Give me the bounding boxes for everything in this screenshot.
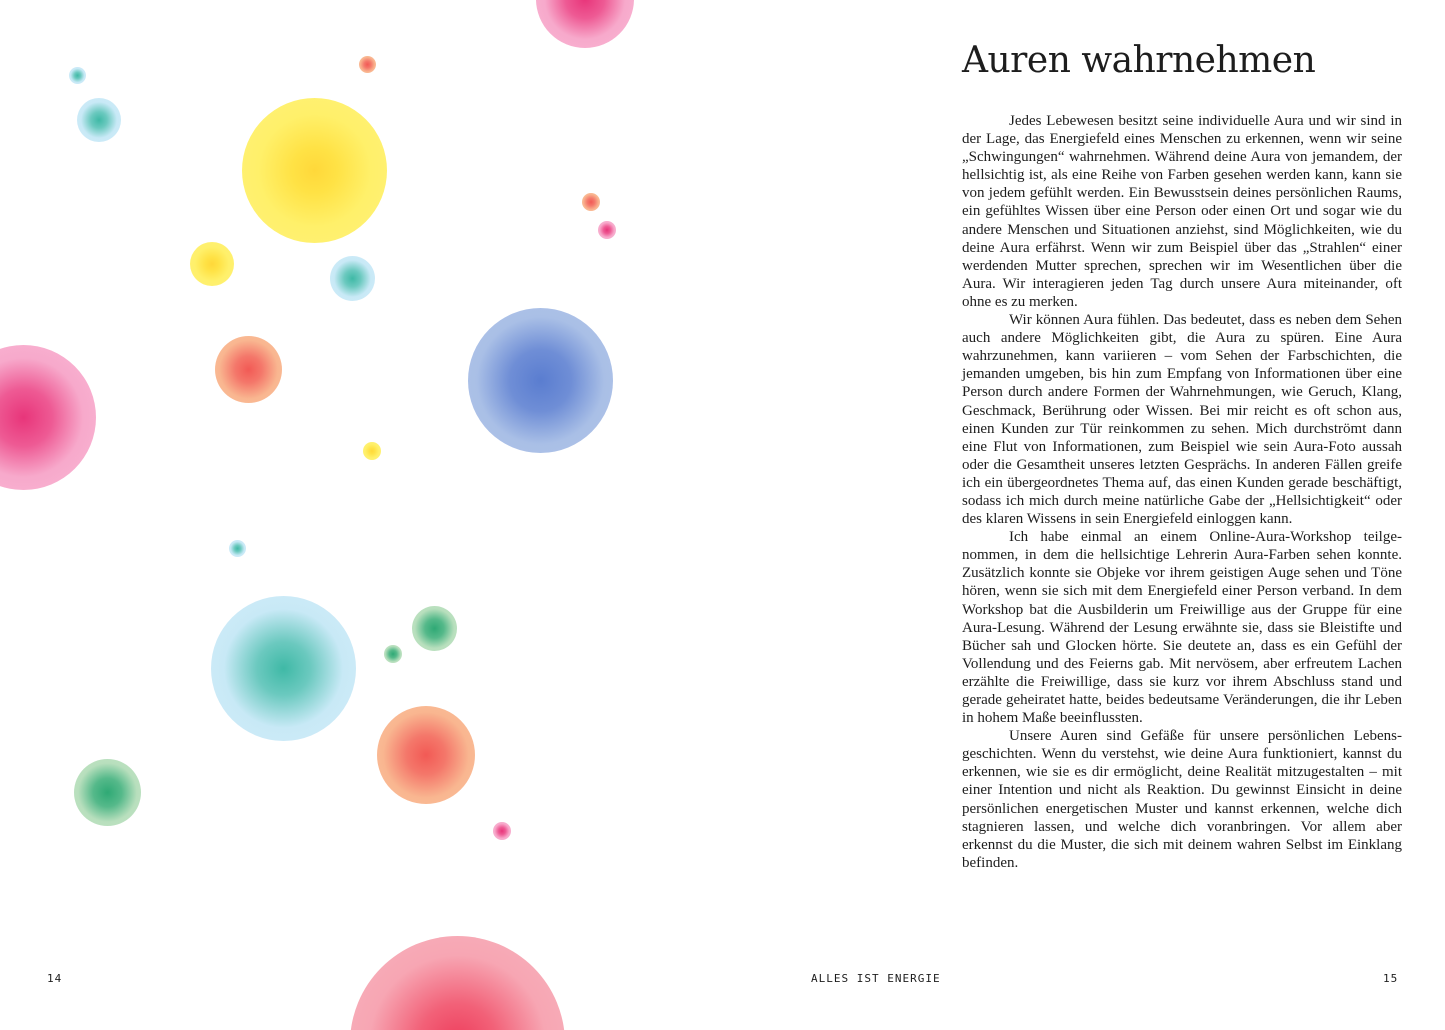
aura-orb bbox=[211, 596, 356, 741]
article-paragraph: Jedes Lebewesen besitzt seine individuelle Aura und wir sind in der Lage, das Energiefeld eines Menschen zu erkennen, wenn wir seine „Schwingungen“ wahrnehmen. Während deine Aura von jemandem, der hellsichtig ist, als eine Reihe von Farben gesehen werden kann, kann sie von jedem gefühlt werden. Ein Bewusstsein deines persönlichen Raums, ein gefühltes Wissen über eine Person oder einen Ort und sogar wie du andere Menschen und Situationen anziehst, sind Möglichkeiten, wie du deine Aura erfährst. Wenn wir zum Beispiel über das „Strahlen“ einer werdenden Mutter sprechen, sprechen wir im Wesentlichen über die Aura. Wir interagieren jeden Tag durch unsere Aura miteinander, oft ohne es zu merken. bbox=[962, 113, 1402, 310]
aura-orb bbox=[330, 256, 375, 301]
article bbox=[962, 36, 1402, 872]
page-number-right: 15 bbox=[1383, 972, 1399, 985]
aura-orb bbox=[384, 645, 402, 663]
aura-orb bbox=[582, 193, 600, 211]
aura-orb bbox=[74, 759, 141, 826]
aura-orb bbox=[377, 706, 475, 804]
article-paragraph: Unsere Auren sind Gefäße für unsere persönlichen Lebensgeschichten. Wenn du verstehst, wie deine Aura funktioniert, kannst du erkennen, wie sie es dir ermöglicht, deine Realität mitzugestalten – mit einer Intention und nicht als Reaktion. Du gewinnst Einsicht in deine persönlichen energetischen Muster und kannst erkennen, welche dich stagnieren lassen, und welche dich voranbringen. Vor allem aber erkennst du die Muster, die sich mit deinem wahren Selbst im Einklang befinden. bbox=[962, 728, 1402, 871]
article-body bbox=[962, 112, 1402, 872]
aura-orb bbox=[0, 345, 96, 490]
aura-orb bbox=[359, 56, 376, 73]
aura-orb bbox=[598, 221, 616, 239]
aura-orb bbox=[412, 606, 457, 651]
aura-orb bbox=[536, 0, 634, 48]
aura-orb bbox=[69, 67, 86, 84]
aura-orb bbox=[493, 822, 511, 840]
article-paragraph: Ich habe einmal an einem Online-Aura-Workshop teilgenommen, in dem die hellsichtige Lehrerin Aura-Farben sehen konnte. Zusätzlich konnte sie Objeke vor ihrem geistigen Auge sehen und Töne hören, wenn sie sich mit dem Energiefeld einer Person verband. In dem Workshop bat die Ausbilderin um Freiwillige aus der Gruppe für eine Aura-Lesung. Während der Lesung erwähnte sie, dass sie Bleistifte und Bücher sah und Glocken hörte. Sie deutete an, dass es ein Gefühl der Vollendung und des Feierns gab. Mit nervösem, aber erfreutem Lachen erzählte die Freiwillige, dass sie kurz vor ihrem Abschluss stand und gerade geheiratet hatte, beides bedeutsame Veränderungen, die ihr Leben in hohem Maße beeinflussten. bbox=[962, 529, 1402, 727]
article-title: Auren wahrnehmen bbox=[962, 40, 1316, 81]
aura-orb bbox=[363, 442, 381, 460]
page-number-left: 14 bbox=[47, 972, 63, 985]
aura-orb bbox=[350, 936, 565, 1030]
aura-orb bbox=[215, 336, 282, 403]
aura-orb bbox=[77, 98, 121, 142]
aura-orb bbox=[190, 242, 234, 286]
article-paragraph: Wir können Aura fühlen. Das bedeutet, dass es neben dem Sehen auch andere Möglichkeiten gibt, die Aura zu spüren. Eine Aura wahrzunehmen, kann variieren – vom Sehen der Farbschichten, die jemanden umgeben, bis hin zum Empfang von Informationen über eine Person durch andere Formen der Wahrnehmungen, wie Geruch, Klang, Geschmack, Berührung oder Wissen. Bei mir reicht es oft schon aus, einen Kunden zur Tür reinkommen zu sehen. Mich durchströmt dann eine Flut von Informationen, zum Beispiel wie sein Aura-Foto aussah oder die Gesamtheit unseres letzten Gesprächs. In anderen Fällen greife ich ein übergeordnetes Thema auf, das einen Kunden gerade beschäftigt, sodass ich mich durch meine natürliche Gabe der „Hellsichtigkeit“ oder des klaren Wissens in sein Energiefeld einloggen kann. bbox=[962, 312, 1402, 528]
running-head: ALLES IST ENERGIE bbox=[811, 972, 941, 985]
aura-orb bbox=[242, 98, 387, 243]
aura-orb bbox=[468, 308, 613, 453]
aura-orb bbox=[229, 540, 246, 557]
